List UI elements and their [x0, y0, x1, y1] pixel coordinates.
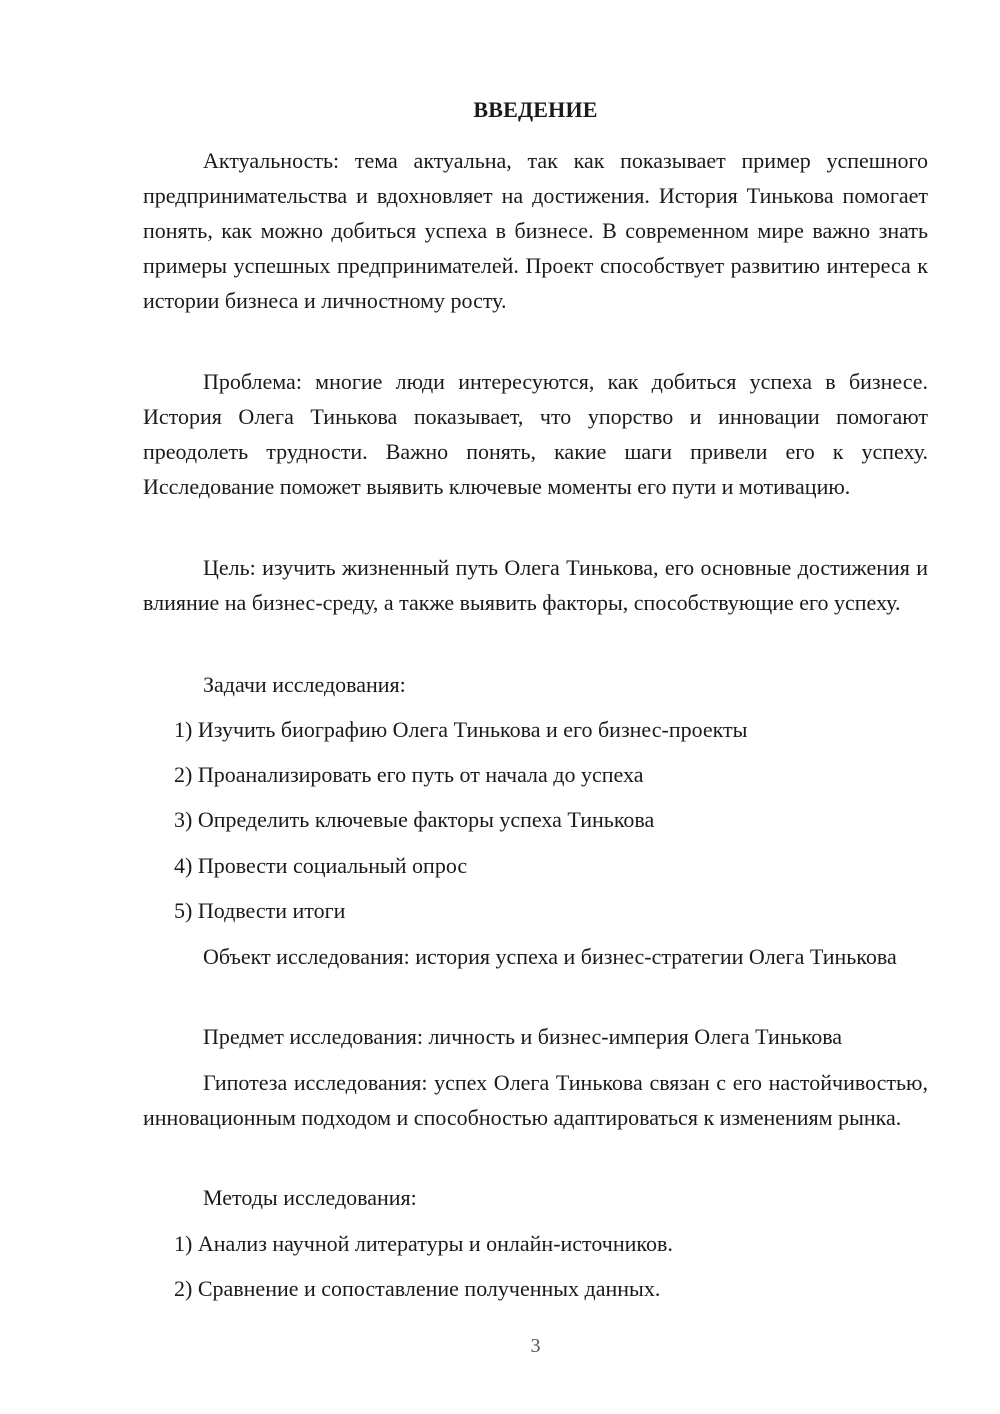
section-heading: ВВЕДЕНИЕ — [473, 97, 598, 122]
subject-paragraph: Предмет исследования: личность и бизнес-империя Олега Тинькова — [203, 1024, 843, 1049]
problem-paragraph: Проблема: многие люди интересуются, как добиться успеха в бизнесе. История Олега Тинькова показывает, что упорство и инновации помогают преодолеть трудности. Важно понять, какие шаги привели его к успеху. Исследование поможет выявить ключевые моменты его пути и мотивацию. — [143, 369, 928, 499]
method-item-2: 2) Сравнение и сопоставление полученных данных. — [174, 1276, 661, 1301]
goal-paragraph: Цель: изучить жизненный путь Олега Тинькова, его основные достижения и влияние на бизнес-среду, а также выявить факторы, способствующие его успеху. — [143, 555, 928, 615]
relevance-paragraph: Актуальность: тема актуальна, так как показывает пример успешного предпринимательства и вдохновляет на достижения. История Тинькова помогает понять, как можно добиться успеха в бизнесе. В современном мире важно знать примеры успешных предпринимателей. Проект способствует развитию интереса к истории бизнеса и личностному росту. — [143, 148, 928, 313]
method-item-1: 1) Анализ научной литературы и онлайн-источников. — [174, 1231, 673, 1256]
page-number: 3 — [530, 1335, 541, 1357]
task-item-1: 1) Изучить биографию Олега Тинькова и его бизнес-проекты — [174, 717, 748, 742]
methods-title: Методы исследования: — [203, 1185, 417, 1210]
task-item-5: 5) Подвести итоги — [174, 898, 346, 923]
task-item-2: 2) Проанализировать его путь от начала до успеха — [174, 762, 644, 787]
task-item-3: 3) Определить ключевые факторы успеха Тинькова — [174, 807, 655, 832]
task-item-4: 4) Провести социальный опрос — [174, 853, 468, 878]
hypothesis-paragraph: Гипотеза исследования: успех Олега Тинькова связан с его настойчивостью, инновационным подходом и способностью адаптироваться к изменениям рынка. — [143, 1070, 928, 1130]
tasks-title: Задачи исследования: — [203, 672, 406, 697]
object-paragraph: Объект исследования: история успеха и бизнес-стратегии Олега Тинькова — [203, 944, 897, 969]
document-page — [143, 0, 928, 1414]
